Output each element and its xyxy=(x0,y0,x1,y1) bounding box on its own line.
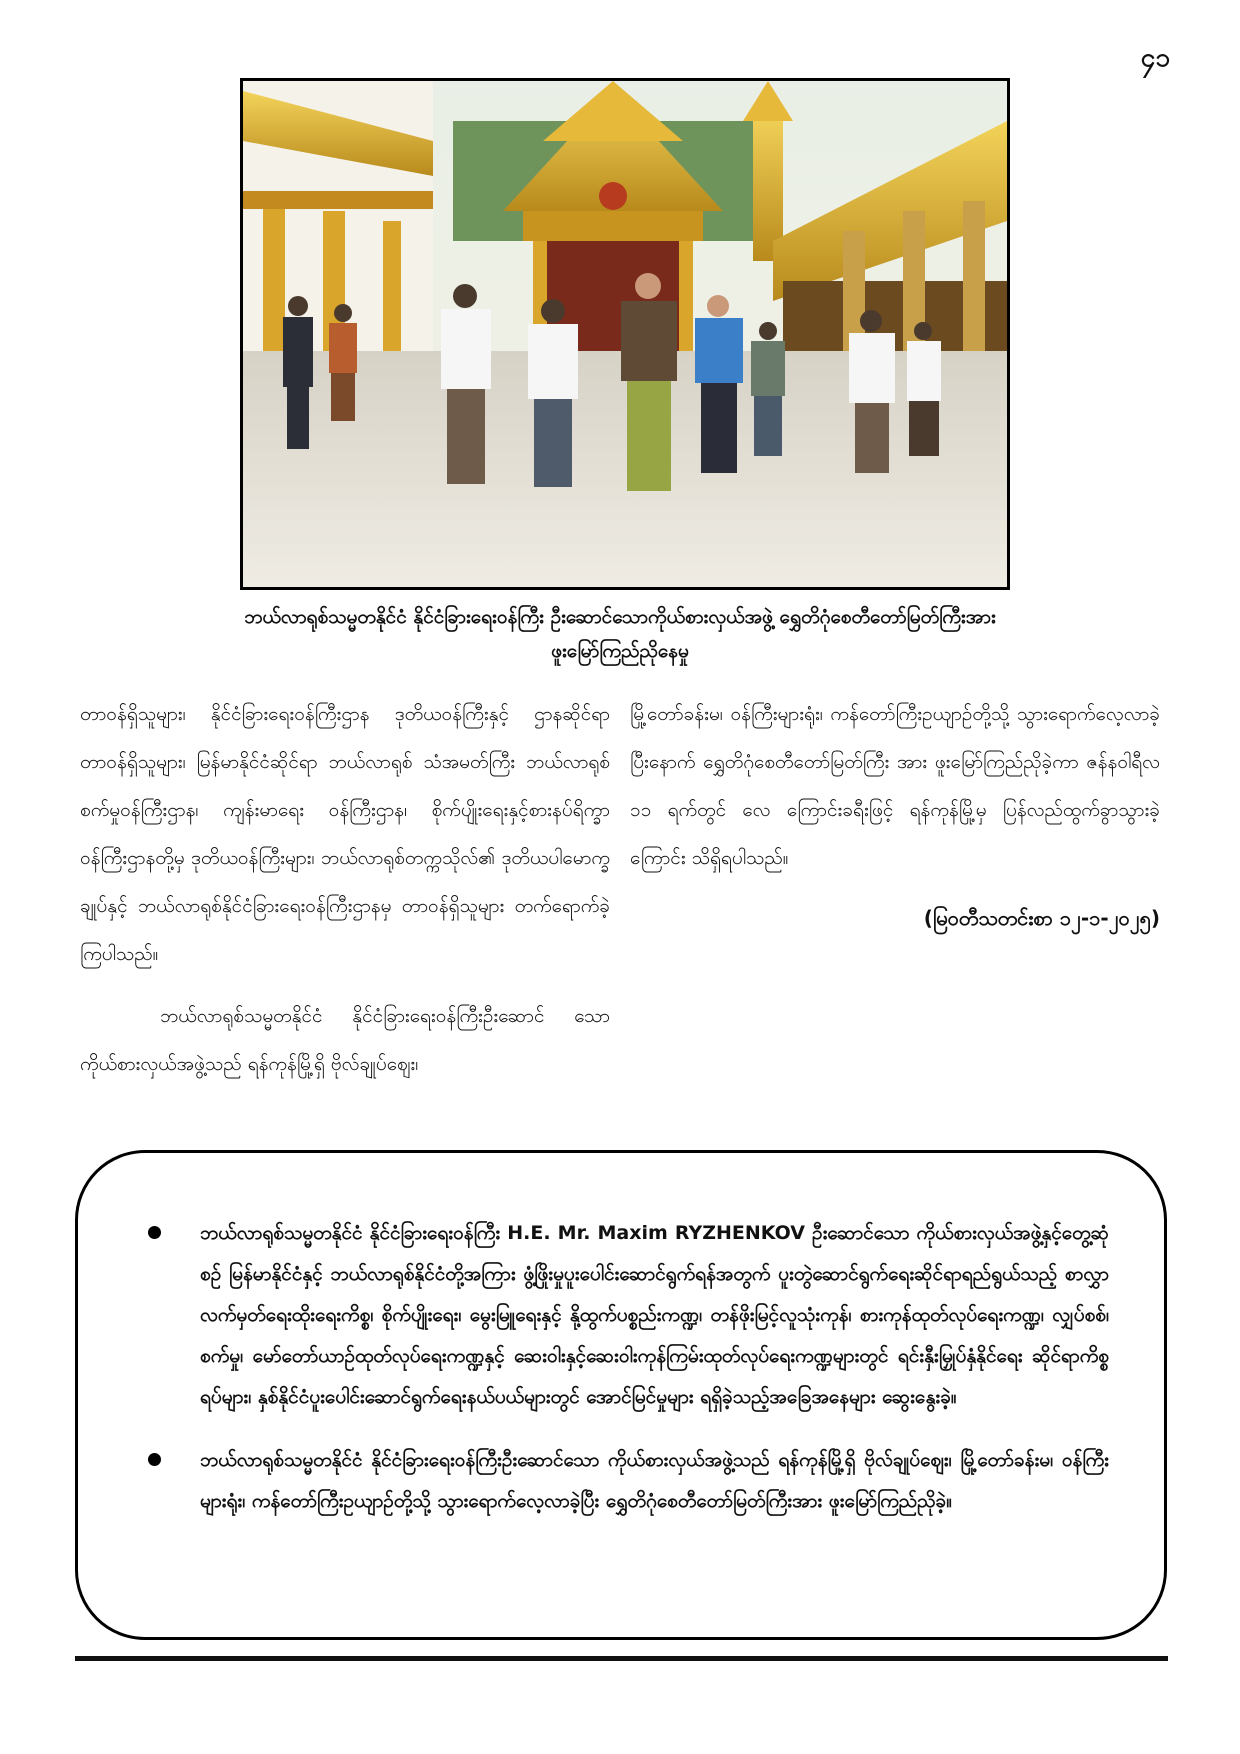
article-paragraph: တာဝန်ရှိသူများ၊ နိုင်ငံခြားရေးဝန်ကြီးဌာန ဒုတိယဝန်ကြီးနှင့် ဌာနဆိုင်ရာတာဝန်ရှိသူများ၊ မြန်မာနိုင်ငံဆိုင်ရာ ဘယ်လာရုစ် သံအမတ်ကြီး ဘယ်လာရုစ်စက်မှုဝန်ကြီးဌာန၊ ကျန်းမာရေး ဝန်ကြီးဌာန၊ စိုက်ပျိုးရေးနှင့်စားနပ်ရိက္ခာဝန်ကြီးဌာနတို့မှ ဒုတိယဝန်ကြီးများ၊ ဘယ်လာရုစ်တက္ကသိုလ်၏ ဒုတိယပါမောက္ခ ချုပ်နှင့် ဘယ်လာရုစ်နိုင်ငံခြားရေးဝန်ကြီးဌာနမှ တာဝန်ရှိသူများ တက်ရောက်ခဲ့ကြပါသည်။ xyxy=(80,703,610,965)
news-source: (မြဝတီသတင်းစာ ၁၂-၁-၂၀၂၅) xyxy=(923,906,1160,930)
summary-list xyxy=(148,1213,1109,1522)
bullet-icon xyxy=(148,1453,161,1466)
article-column-right xyxy=(630,690,1160,942)
photo-caption xyxy=(140,600,1100,668)
page-number: ၄၁ xyxy=(1140,43,1170,73)
article-column-left xyxy=(80,690,610,1088)
summary-item xyxy=(148,1440,1109,1522)
summary-item xyxy=(148,1213,1109,1418)
bullet-icon xyxy=(148,1226,161,1239)
summary-item-text: ဘယ်လာရုစ်သမ္မတနိုင်ငံ နိုင်ငံခြားရေးဝန်ကြီးဦးဆောင်သော ကိုယ်စားလှယ်အဖွဲ့သည် ရန်ကုန်မြို့ရှိ ဗိုလ်ချုပ်ဈေး၊ မြို့တော်ခန်းမ၊ ဝန်ကြီးများရုံး၊ ကန်တော်ကြီးဥယျာဉ်တို့သို့ သွားရောက်လေ့လာခဲ့ပြီး ရွှေတိဂုံစေတီတော်မြတ်ကြီးအား ဖူးမြော်ကြည်ညိုခဲ့။ xyxy=(200,1449,1109,1512)
article-paragraph: ဘယ်လာရုစ်သမ္မတနိုင်ငံ နိုင်ငံခြားရေးဝန်ကြီးဦးဆောင် သော ကိုယ်စားလှယ်အဖွဲ့သည် ရန်ကုန်မြို့ရှိ ဗိုလ်ချုပ်ဈေး၊ xyxy=(80,1005,610,1075)
bottom-rule xyxy=(75,1656,1168,1661)
summary-item-text: ဘယ်လာရုစ်သမ္မတနိုင်ငံ နိုင်ငံခြားရေးဝန်ကြီး H.E. Mr. Maxim RYZHENKOV ဦးဆောင်သော ကိုယ်စားလှယ်အဖွဲ့နှင့်တွေ့ဆုံစဉ် မြန်မာနိုင်ငံနှင့် ဘယ်လာရုစ်နိုင်ငံတို့အကြား ဖွံ့ဖြိုးမှုပူးပေါင်းဆောင်ရွက်ရန်အတွက် ပူးတွဲဆောင်ရွက်ရေးဆိုင်ရာရည်ရွယ်သည့် စာလွှာလက်မှတ်ရေးထိုးရေးကိစ္စ၊ စိုက်ပျိုးရေး၊ မွေးမြူရေးနှင့် နို့ထွက်ပစ္စည်းကဏ္ဍ၊ တန်ဖိုးမြင့်လူသုံးကုန်၊ စားကုန်ထုတ်လုပ်ရေးကဏ္ဍ၊ လျှပ်စစ်၊ စက်မှု၊ မော်တော်ယာဉ်ထုတ်လုပ်ရေးကဏ္ဍနှင့် ဆေးဝါးနှင့်ဆေးဝါးကုန်ကြမ်းထုတ်လုပ်ရေးကဏ္ဍများတွင် ရင်းနှီးမြှုပ်နှံနိုင်ရေး ဆိုင်ရာကိစ္စရပ်များ၊ နှစ်နိုင်ငံပူးပေါင်းဆောင်ရွက်ရေးနယ်ပယ်များတွင် အောင်မြင်မှုများ ရရှိခဲ့သည့်အခြေအနေများ ဆွေးနွေးခဲ့။ xyxy=(200,1222,1109,1408)
delegation-photo xyxy=(240,78,1010,590)
article-paragraph: မြို့တော်ခန်းမ၊ ဝန်ကြီးများရုံး၊ ကန်တော်ကြီးဥယျာဉ်တို့သို့ သွားရောက်လေ့လာခဲ့ပြီးနောက် ရွှေတိဂုံစေတီတော်မြတ်ကြီး အား ဖူးမြော်ကြည်ညိုခဲ့ကာ ဇန်နဝါရီလ ၁၁ ရက်တွင် လေ ကြောင်းခရီးဖြင့် ရန်ကုန်မြို့မှ ပြန်လည်ထွက်ခွာသွားခဲ့ကြောင်း သိရှိရပါသည်။ xyxy=(630,703,1160,869)
summary-box xyxy=(75,1150,1167,1640)
caption-line-2: ဖူးမြော်ကြည်ညိုနေမှု xyxy=(551,640,689,662)
caption-line-1: ဘယ်လာရုစ်သမ္မတနိုင်ငံ နိုင်ငံခြားရေးဝန်ကြီး ဦးဆောင်သောကိုယ်စားလှယ်အဖွဲ့ ရွှေတိဂုံစေတီတော်မြတ်ကြီးအား xyxy=(244,606,996,628)
